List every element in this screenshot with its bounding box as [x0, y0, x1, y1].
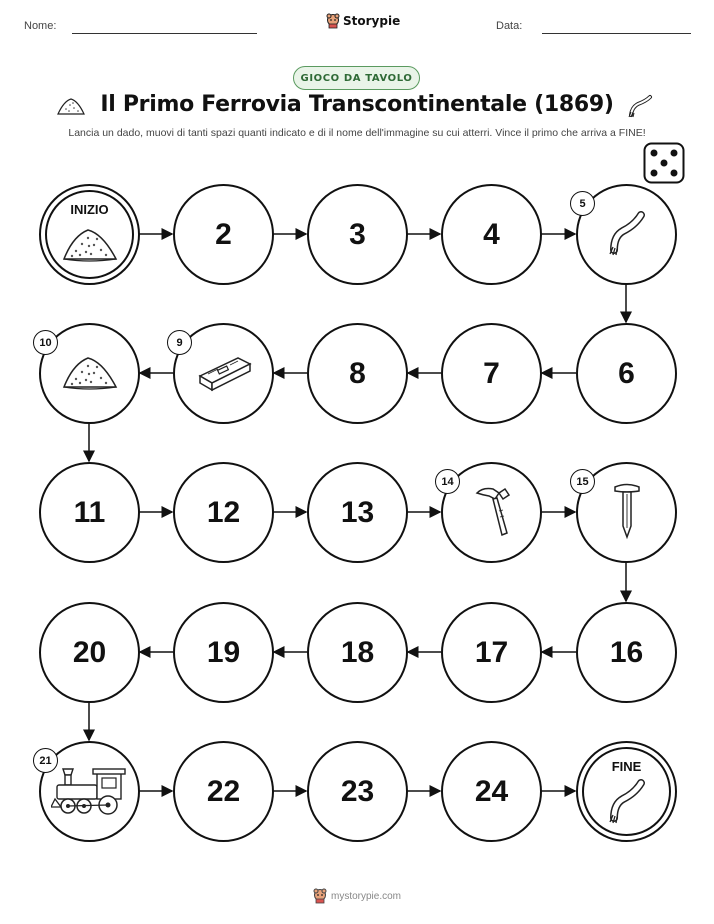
- space-start: [39, 184, 140, 285]
- start-label: INIZIO: [70, 202, 109, 217]
- storypie-logo-icon: [313, 888, 327, 904]
- board-space: [441, 323, 542, 424]
- space-number: 2: [215, 217, 232, 251]
- board-space: [576, 184, 677, 285]
- game-type-badge: GIOCO DA TAVOLO: [293, 66, 420, 90]
- board-space: [307, 323, 408, 424]
- board-space: [39, 323, 140, 424]
- locomotive-icon: [51, 763, 129, 821]
- space-number: 24: [474, 774, 509, 808]
- instructions: Lancia un dado, muovi di tanti spazi quanti indicato e di il nome dell'immagine su cui atterri. Vince il primo che arriva a FINE!: [68, 127, 646, 139]
- board-space: [173, 462, 274, 563]
- space-number: 23: [340, 774, 375, 808]
- brand-name: Storypie: [343, 14, 401, 28]
- page-title: Il Primo Ferrovia Transcontinentale (1869): [100, 92, 614, 117]
- space-number: 3: [349, 217, 366, 251]
- space-number: 20: [72, 635, 107, 669]
- space-number: 17: [474, 635, 509, 669]
- board-space: [576, 602, 677, 703]
- railroad-spike-icon: [612, 482, 642, 544]
- footer-url: mystorypie.com: [330, 890, 401, 902]
- board-space: [441, 462, 542, 563]
- board-space: [576, 462, 677, 563]
- rail-spike-pin-icon: [605, 776, 649, 830]
- space-number: 22: [206, 774, 241, 808]
- board-space: [576, 323, 677, 424]
- board-space: [307, 184, 408, 285]
- space-number: 8: [349, 356, 366, 390]
- gravel-pile-icon: [61, 224, 119, 268]
- hammer-icon: [469, 483, 515, 543]
- space-number-badge: 9: [167, 330, 192, 355]
- board-space: [173, 741, 274, 842]
- board-space: [39, 741, 140, 842]
- rail-spike-pin-icon: [605, 208, 649, 262]
- board-space: [441, 741, 542, 842]
- board-space: [307, 741, 408, 842]
- space-number-badge: 15: [570, 469, 595, 494]
- space-number: 13: [340, 495, 375, 529]
- board-space: [307, 602, 408, 703]
- space-number-badge: 10: [33, 330, 58, 355]
- space-number: 4: [483, 217, 500, 251]
- space-number: 19: [206, 635, 241, 669]
- space-number: 6: [618, 356, 635, 390]
- board-space: [173, 184, 274, 285]
- space-number: 12: [206, 495, 241, 529]
- board-space: [39, 602, 140, 703]
- space-number: 7: [483, 356, 500, 390]
- wooden-tie-icon: [194, 350, 254, 398]
- name-label: Nome:: [24, 20, 57, 32]
- gravel-pile-icon: [61, 352, 119, 396]
- space-number: 11: [73, 495, 106, 529]
- date-label: Data:: [496, 20, 523, 32]
- board-space: [307, 462, 408, 563]
- space-number-badge: 5: [570, 191, 595, 216]
- board-space: [173, 602, 274, 703]
- space-number: 16: [609, 635, 644, 669]
- board-space: [39, 462, 140, 563]
- space-number-badge: 14: [435, 469, 460, 494]
- board-space: [173, 323, 274, 424]
- finish-label: FINE: [611, 759, 642, 774]
- board-space: [441, 184, 542, 285]
- footer: [0, 888, 714, 904]
- space-number-badge: 21: [33, 748, 58, 773]
- space-finish: [576, 741, 677, 842]
- space-number: 18: [340, 635, 375, 669]
- board-space: [441, 602, 542, 703]
